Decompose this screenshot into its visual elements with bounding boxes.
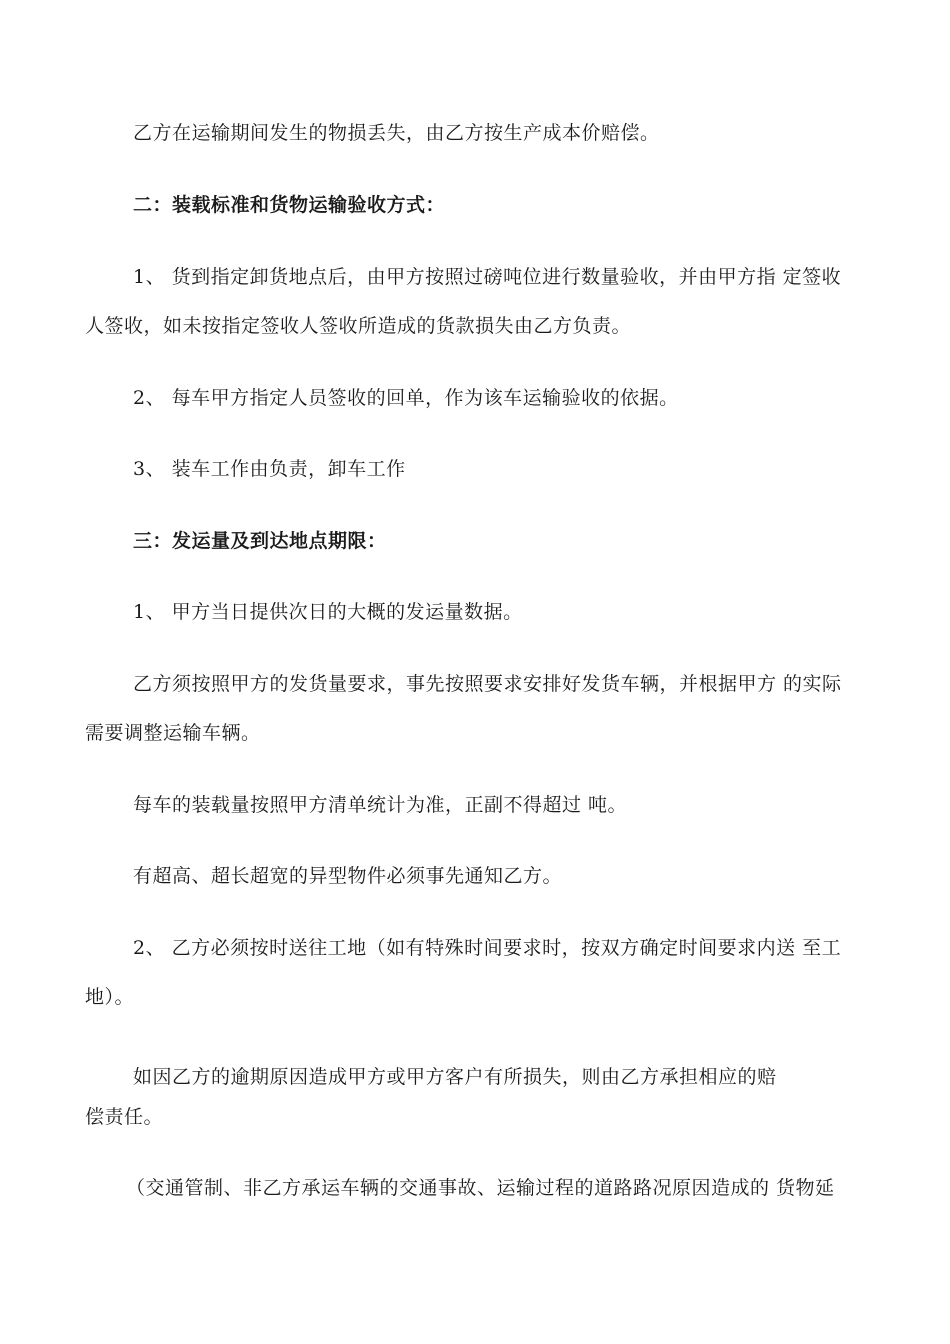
paragraph-exemptions: （交通管制、非乙方承运车辆的交通事故、运输过程的道路路况原因造成的 货物延 — [126, 1177, 835, 1199]
clause-1-delivery-acceptance: 1、 货到指定卸货地点后，由甲方按照过磅吨位进行数量验收，并由甲方指 定签收 — [133, 266, 842, 288]
clause-2-on-time-delivery-cont: 地）。 — [85, 986, 135, 1008]
section-heading-loading-standards: 二：装载标准和货物运输验收方式： — [133, 194, 446, 216]
clause-2-on-time-delivery: 2、 乙方必须按时送往工地（如有特殊时间要求时，按双方确定时间要求内送 至工 — [133, 937, 842, 959]
paragraph-delay-liability-cont: 偿责任。 — [85, 1106, 164, 1128]
clause-1-volume-data: 1、 甲方当日提供次日的大概的发运量数据。 — [133, 601, 523, 623]
paragraph-vehicle-arrangement: 乙方须按照甲方的发货量要求，事先按照要求安排好发货车辆，并根据甲方 的实际 — [133, 673, 842, 695]
paragraph-loss-compensation: 乙方在运输期间发生的物损丢失，由乙方按生产成本价赔偿。 — [133, 122, 660, 144]
paragraph-load-limit: 每车的装载量按照甲方清单统计为准，正副不得超过 吨。 — [133, 794, 628, 816]
clause-2-receipt: 2、 每车甲方指定人员签收的回单，作为该车运输验收的依据。 — [133, 387, 679, 409]
paragraph-oversize-notice: 有超高、超长超宽的异型物件必须事先通知乙方。 — [133, 865, 563, 887]
paragraph-vehicle-arrangement-cont: 需要调整运输车辆。 — [85, 722, 261, 744]
clause-1-delivery-acceptance-cont: 人签收，如未按指定签收人签收所造成的货款损失由乙方负责。 — [85, 315, 632, 337]
section-heading-shipping-volume: 三：发运量及到达地点期限： — [133, 530, 387, 552]
clause-3-loading-work: 3、 装车工作由负责，卸车工作 — [133, 458, 406, 480]
paragraph-delay-liability: 如因乙方的逾期原因造成甲方或甲方客户有所损失，则由乙方承担相应的赔 — [133, 1066, 777, 1088]
